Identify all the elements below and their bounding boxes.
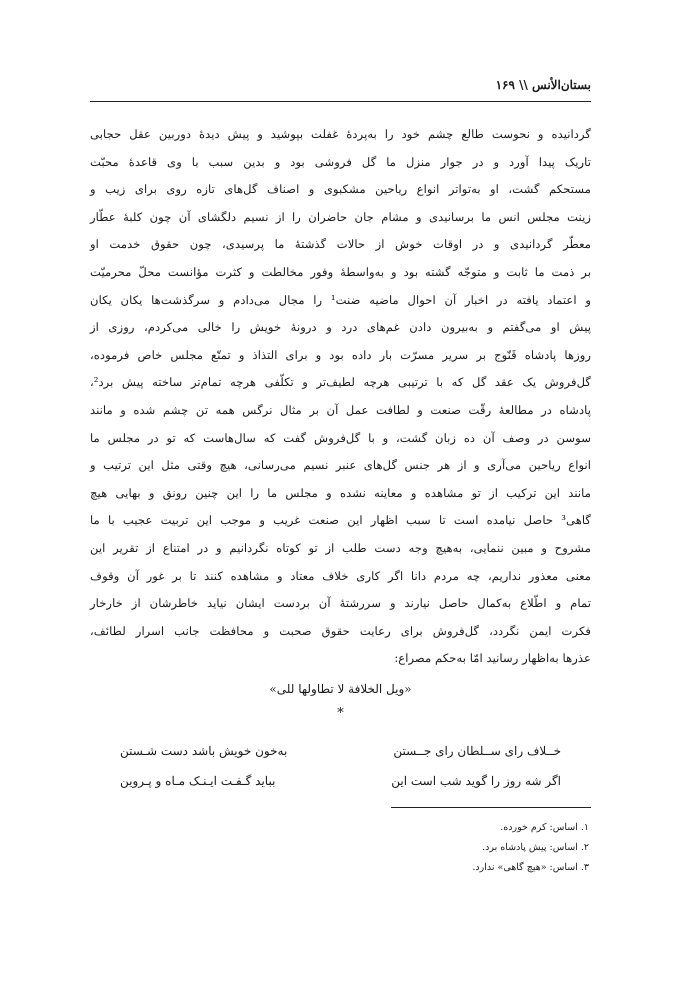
body-line: بر ذمت ما ثابت و متوجّه گشته بود و به‌واسطهٔ وفور مخالطت و کثرت مؤانست محلّ محرمیّت	[90, 264, 591, 279]
footnotes	[472, 818, 589, 878]
verse-hemistich-left: بباید گـفـت ایـنـک مـاه و پـروین	[120, 774, 276, 788]
body-line: تمام و اطّلاع به‌کمال حاصل نیارند و سررشتهٔ آن بردست ایشان نیاید خاطرشان از خارخار	[90, 596, 591, 611]
body-line: زینت مجلس انس ما برسانیدی و مشام جان حاضران را از نسیم دلگشای آن چون کلبهٔ عطّار	[90, 209, 591, 224]
body-line: پادشاه در مطالعهٔ رقّت صنعت و لطافت عمل آن بر مثال نرگس همه تن چشم شده و مانند	[90, 402, 591, 417]
body-line: پیش او می‌گفتم و به‌بیرون دادن غم‌های درد و درونهٔ خویش را خالی می‌کردم، روزی از	[90, 320, 591, 335]
footnote: ۲. اساس: پیش پادشاه برد.	[482, 842, 589, 853]
footnote: ۳. اساس: «هیچ گاهی» ندارد.	[472, 862, 589, 873]
body-line: و اعتماد یافته در اخبار آن احوال ماضیه ضنت¹ را مجال می‌دادم و سرگذشت‌ها یکان یکان	[90, 292, 591, 307]
body-line: سوسن در وصف آن ده زبان گشت، و با گل‌فروش گفت که سال‌هاست که تو در مجلس ما	[90, 430, 591, 445]
footnote-divider	[391, 807, 591, 808]
body-line: معطّر گردانیدی و در اوقات خوش از حالات گذشتهٔ ما پرسیدی، چون حقوق خدمت او	[90, 237, 591, 252]
body-line: انواع ریاحین می‌آری و از هر جنس گل‌های عنبر نسیم می‌رسانی، هیچ وقتی مثل این ترتیب و	[90, 458, 591, 473]
verse-hemistich-right: خــلاف رای ســلطان رای جــستن	[393, 744, 561, 758]
running-header: بستان‌الأنس \\ ۱۶۹	[495, 78, 591, 92]
body-line: روزها پادشاه قَنّوج بر سریر مسرّت بار داده بود و برای التذاذ و تمتّع مجلس خاص فرموده،	[90, 347, 591, 362]
body-line: مانند این ترکیب از تو مشاهده و معاینه نشده و مجلس ما را این چنین رونق و بهایی هیچ	[90, 485, 591, 500]
body-line: گردانیده و نحوست طالع چشم خود را به‌پردهٔ غفلت بپوشید و پیش دیدهٔ دوربین عقل حجابی	[90, 127, 591, 141]
body-line: مشروح و مبین ننمایی، به‌هیچ وجه دست طلب از تو کوتاه نگردانیم و در امتناع از تقریر این	[90, 540, 591, 555]
body-line: مستحکم گشت، او به‌تواتر انواع ریاحین مشکبوی و اصناف گل‌های تازه روی برای زیب و	[90, 182, 591, 197]
body-line: گل‌فروش یک عقد گل که با ترتیبی هرچه لطیف‌تر و تکلّفی هرچه تمام‌تر ساخته پیش برد²،	[90, 375, 591, 390]
arabic-quote: «ویل الخلافة لا تطاولها للی»	[269, 682, 412, 696]
section-separator: *	[337, 706, 344, 721]
body-line: تاریک پیدا آورد و در جوار منزل ما گل فروشی بود و بدین سبب با وی قاعدهٔ محبّت	[90, 154, 591, 169]
body-paragraph	[90, 121, 591, 673]
verse-hemistich-right: اگر شه روز را گوید شب است این	[391, 774, 561, 788]
verse-hemistich-left: به‌خون خویش باشد دست شـستن	[120, 744, 288, 758]
body-line: گاهی³ حاصل نیامده است تا سبب اظهار این صنعت غریب و موجب این تربیت عجیب با ما	[90, 513, 591, 528]
verse-couplet	[120, 736, 561, 766]
footnote: ۱. اساس: کرم خورده.	[500, 822, 589, 833]
verse-block	[120, 736, 561, 796]
header-divider	[90, 101, 591, 102]
body-line: عذرها به‌اظهار رسانید امّا به‌حکم مصراع:	[394, 651, 591, 666]
verse-couplet	[120, 766, 561, 796]
body-line: معنی معذور نداریم، چه مردم دانا اگر کاری خلاف معتاد و مشاهده کنند تا بر غور آن وقوف	[90, 568, 591, 583]
body-line: فکرت ایمن نگردد، گل‌فروش برای رعایت حقوق صحبت و محافظت جانب اسرار لطائف،	[90, 623, 591, 638]
